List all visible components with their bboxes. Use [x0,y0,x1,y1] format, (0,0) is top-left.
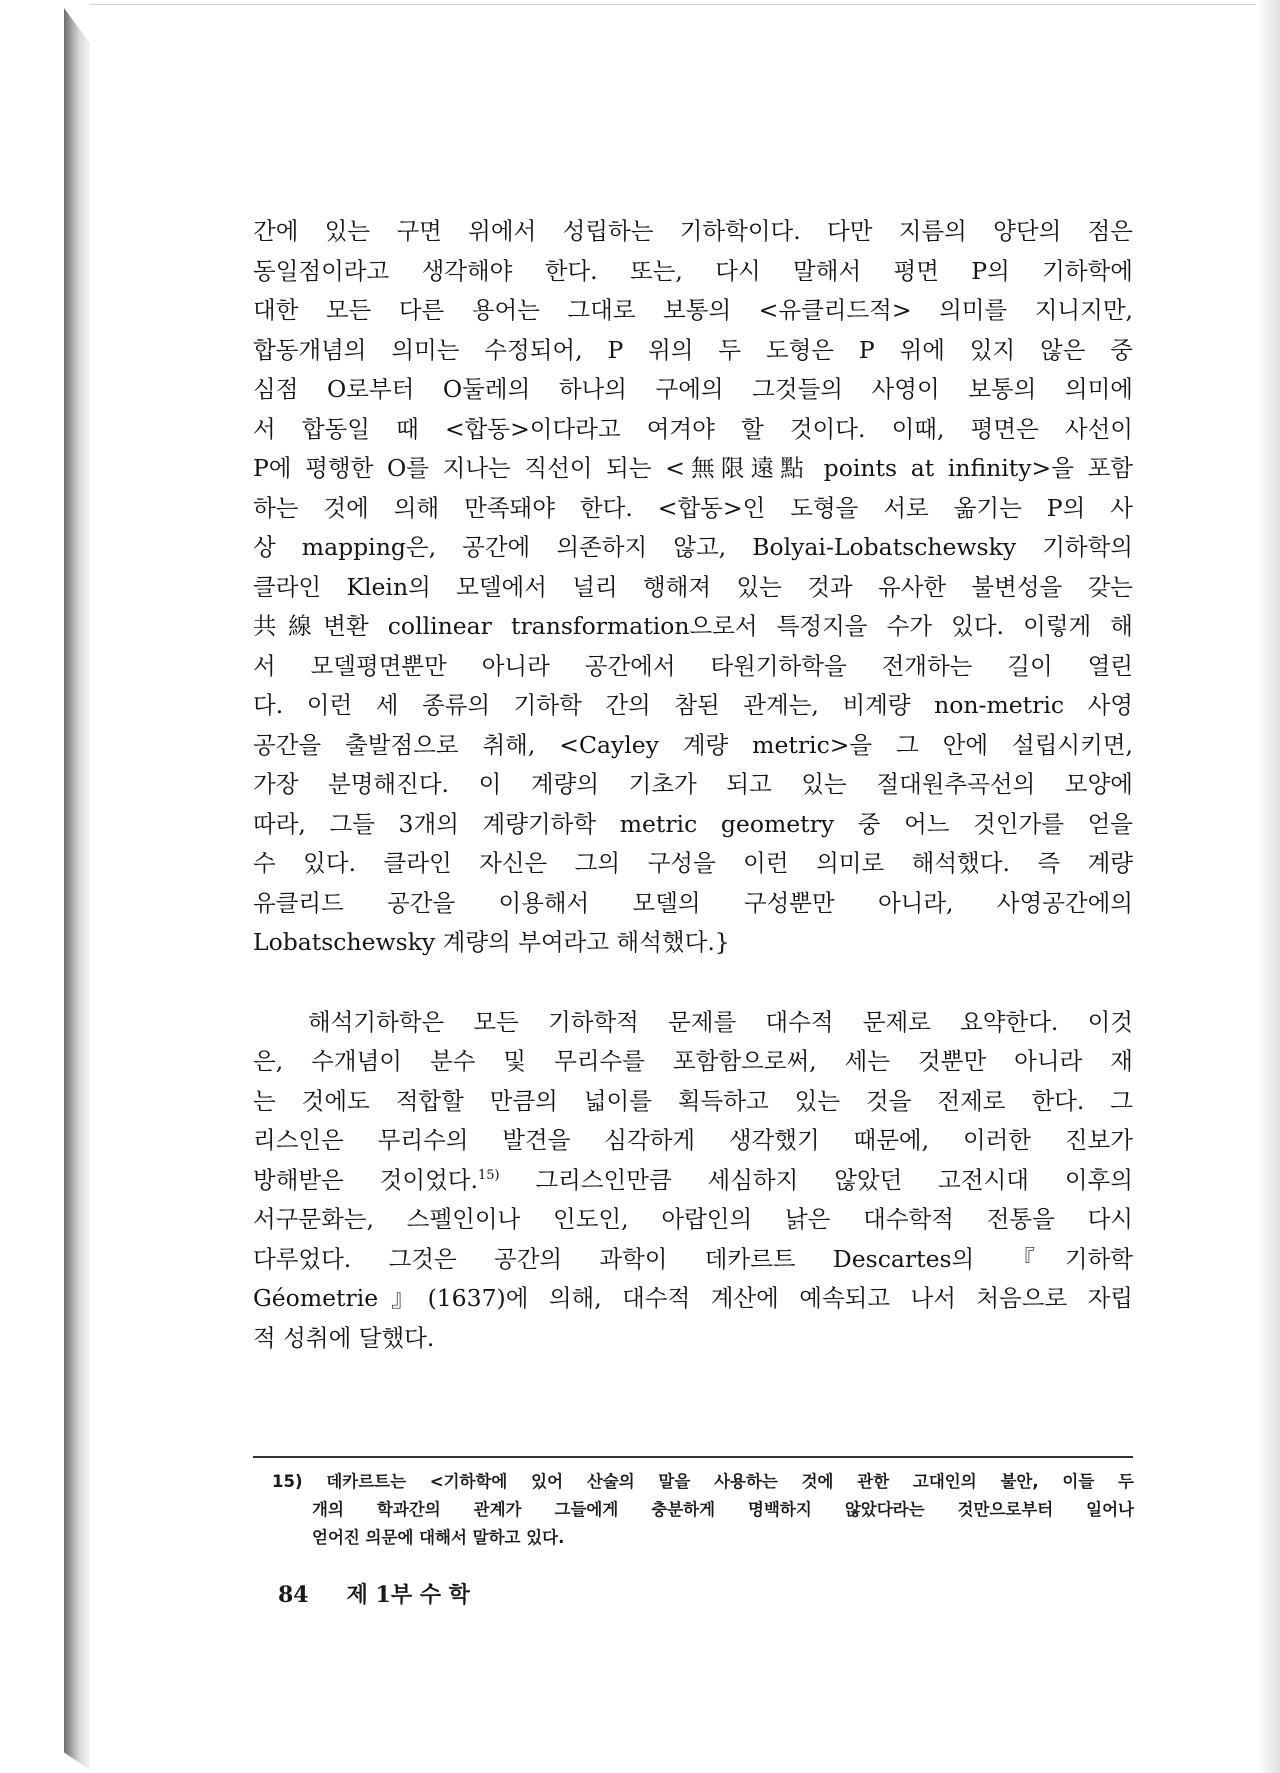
text-line-with-footnote [253,1161,1133,1201]
text-line: 적 성취에 달했다. [253,1323,435,1352]
footnote-number: 15) [272,1472,303,1491]
text-line: 수 있다. 클라인 자신은 그의 구성을 이런 의미로 해석했다. 즉 계량 [253,849,1133,877]
text-line: 은, 수개념이 분수 및 무리수를 포함함으로써, 세는 것뿐만 아니라 재 [253,1047,1133,1075]
text-line: 대한 모든 다른 용어는 그대로 보통의 <유클리드적> 의미를 지니지만, [253,296,1133,324]
text-line: 다. 이런 세 종류의 기하학 간의 참된 관계는, 비계량 non-metric 사영 [253,691,1133,719]
page-number: 84 [278,1582,309,1608]
text-line: P에 평행한 O를 지나는 직선이 되는 <無限遠點 points at infinity>을 포함 [253,454,1133,482]
footnote [272,1468,1134,1552]
text-line: Géometrie』(1637)에 의해, 대수적 계산에 예속되고 나서 처음으로 자립 [253,1284,1133,1312]
text-line: 상 mapping은, 공간에 의존하지 않고, Bolyai-Lobatschewsky 기하학의 [253,533,1133,561]
page-edge-shadow [1256,0,1280,1773]
text-line: 共線변환 collinear transformation으로서 특정지을 수가 있다. 이렇게 해 [253,612,1133,640]
footnote-line: 개의 학과간의 관계가 그들에게 충분하게 명백하지 않았다라는 것만으로부터 일어나 [312,1500,1134,1519]
text-line: 유클리드 공간을 이용해서 모델의 구성뿐만 아니라, 사영공간에의 [253,888,1133,917]
paragraph-2 [253,1003,1133,1359]
footnote-line: 얻어진 의문에 대해서 말하고 있다. [312,1528,565,1547]
footnote-divider [253,1456,1133,1458]
text-line: 가장 분명해진다. 이 계량의 기초가 되고 있는 절대원추곡선의 모양에 [253,770,1133,798]
text-line: 는 것에도 적합할 만큼의 넓이를 획득하고 있는 것을 전제로 한다. 그 [253,1086,1133,1115]
text-line: 간에 있는 구면 위에서 성립하는 기하학이다. 다만 지름의 양단의 점은 [253,217,1133,245]
text-line: 리스인은 무리수의 발견을 심각하게 생각했기 때문에, 이러한 진보가 [253,1126,1133,1154]
text-segment: 그리스인만큼 세심하지 않았던 고전시대 이후의 [535,1165,1133,1194]
footnote-line [272,1468,1134,1496]
paragraph-gap [253,963,1133,1003]
text-line: 따라, 그들 3개의 계량기하학 metric geometry 중 어느 것인가를 얻을 [253,809,1133,838]
text-line: 서 모델평면뿐만 아니라 공간에서 타원기하학을 전개하는 길이 열린 [253,651,1133,680]
text-line: 해석기하학은 모든 기하학적 문제를 대수적 문제로 요약한다. 이것 [308,1007,1133,1036]
footnote-text: 데카르트는 <기하학에 있어 산술의 말을 사용하는 것에 관한 고대인의 불안, 이들 두 [326,1472,1134,1491]
text-line: 심점 O로부터 O둘레의 하나의 구에의 그것들의 사영이 보통의 의미에 [253,375,1133,403]
section-title: 제 1부 수 학 [346,1582,470,1608]
text-line: 서구문화는, 스펠인이나 인도인, 아랍인의 낡은 대수학적 전통을 다시 [253,1205,1133,1233]
paragraph-1 [253,212,1133,963]
text-line: 합동개념의 의미는 수정되어, P 위의 두 도형은 P 위에 있지 않은 중 [253,335,1133,364]
footnote-reference: 15) [477,1167,500,1183]
text-line: 공간을 출발점으로 취해, <Cayley 계량 metric>을 그 안에 설립시키면, [253,730,1133,759]
text-line: 다루었다. 그것은 공간의 과학이 데카르트 Descartes의 『기하학 [253,1244,1133,1273]
text-line: Lobatschewsky 계량의 부여라고 해석했다.} [253,928,730,956]
text-line: 동일점이라고 생각해야 한다. 또는, 다시 말해서 평면 P의 기하학에 [253,256,1133,285]
text-line: 클라인 Klein의 모델에서 널리 행해져 있는 것과 유사한 불변성을 갖는 [253,572,1133,601]
text-segment: 방해받은 것이었다. [253,1165,478,1194]
body-text [253,212,1133,1358]
text-line: 하는 것에 의해 만족돼야 한다. <합동>인 도형을 서로 옮기는 P의 사 [253,493,1133,522]
page-footer [278,1578,470,1609]
book-spine-shadow [64,8,90,1770]
text-line: 서 합동일 때 <합동>이다라고 여겨야 할 것이다. 이때, 평면은 사선이 [253,414,1133,443]
